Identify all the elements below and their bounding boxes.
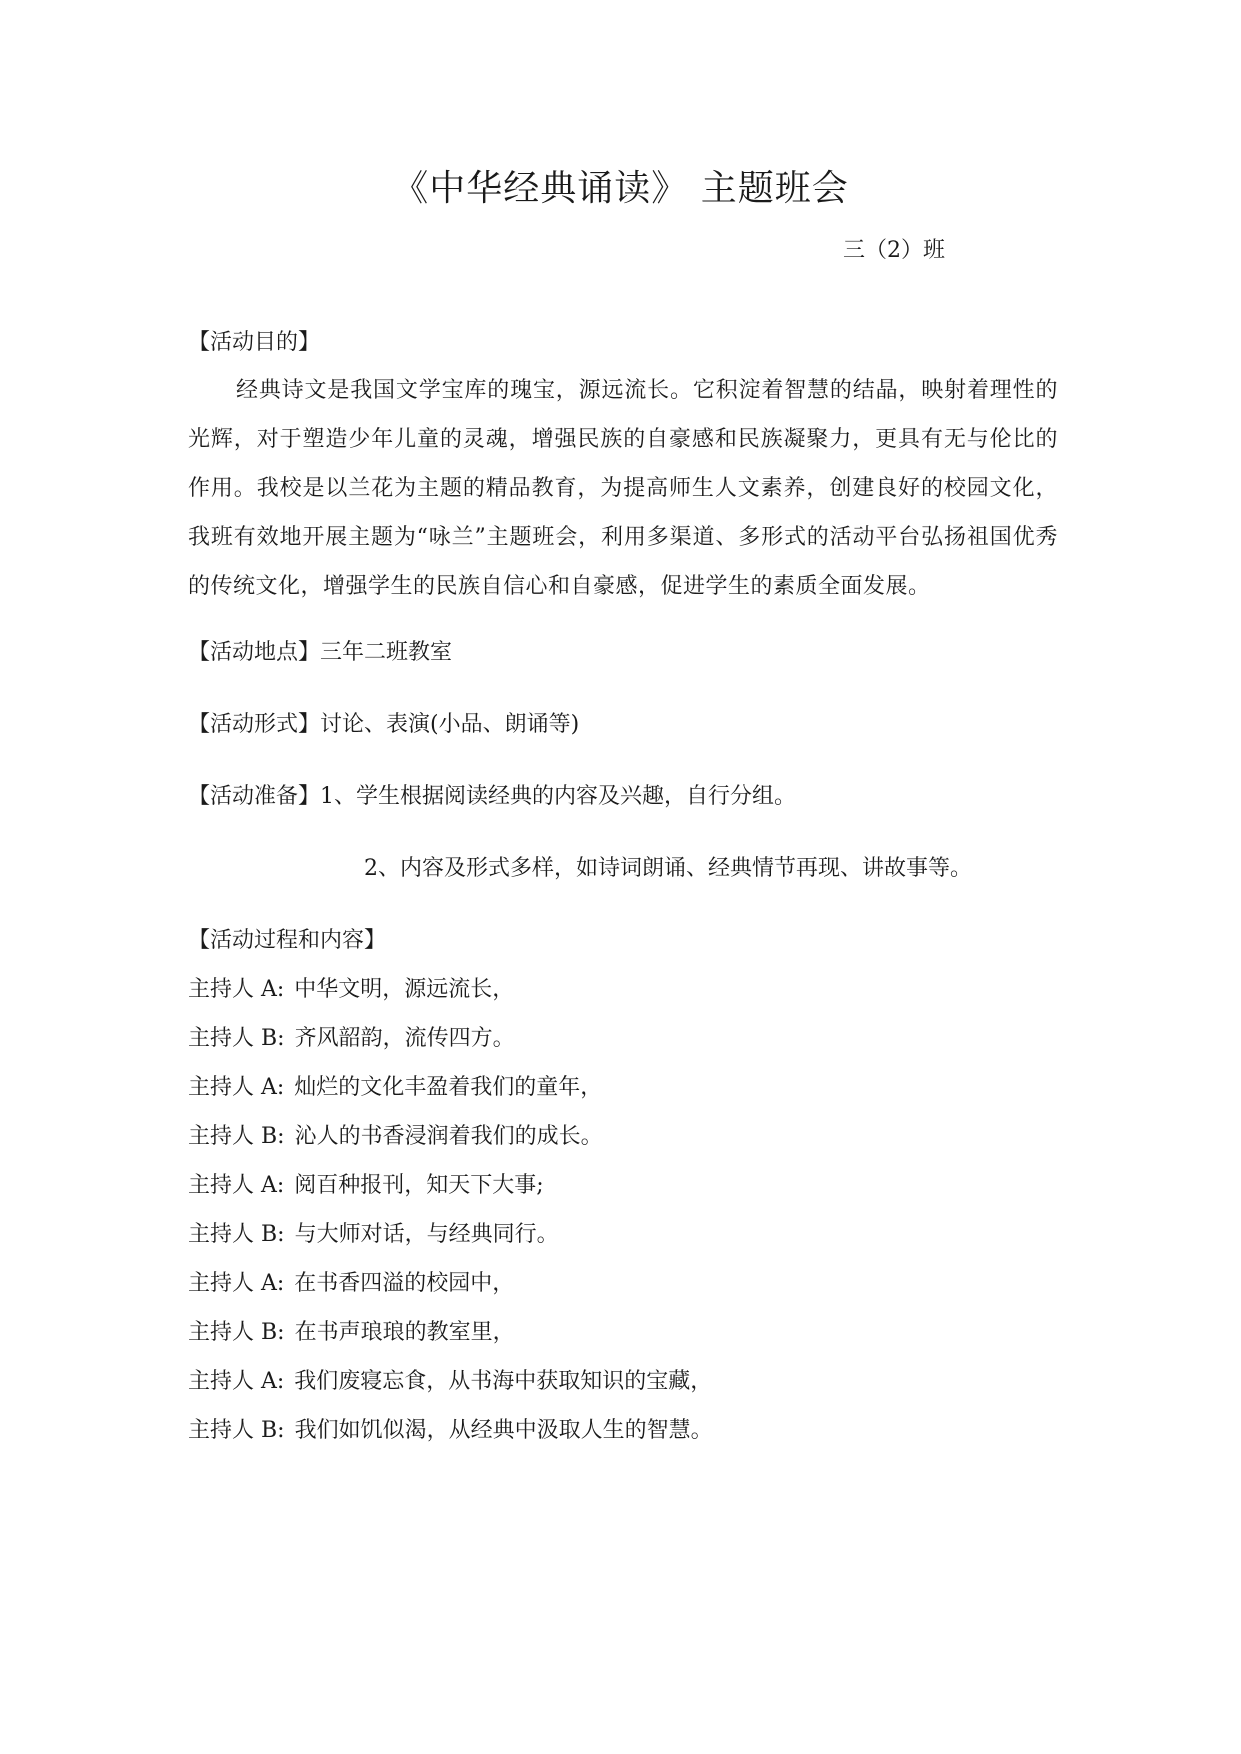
speaker-label: 主持人 B: — [188, 1026, 285, 1051]
dialogue-text: 在书香四溢的校园中， — [294, 1271, 515, 1296]
form-value: 讨论、表演(小品、朗诵等) — [320, 712, 580, 737]
dialogue-text: 在书声琅琅的教室里， — [294, 1320, 515, 1345]
dialogue-text: 中华文明，源远流长， — [294, 977, 515, 1002]
speaker-label: 主持人 A: — [188, 1369, 285, 1394]
dialogue-text: 灿烂的文化丰盈着我们的童年， — [294, 1075, 603, 1100]
speaker-label: 主持人 A: — [188, 1173, 285, 1198]
dialogue-text: 我们废寝忘食，从书海中获取知识的宝藏， — [294, 1369, 713, 1394]
class-label: 三（2）班 — [843, 238, 945, 263]
speaker-label: 主持人 A: — [188, 1271, 285, 1296]
prep-field — [188, 782, 1058, 812]
dialogue-line — [188, 1014, 1058, 1063]
dialogue-text: 齐风韶韵，流传四方。 — [294, 1026, 515, 1051]
dialogue-line — [188, 1357, 1058, 1406]
location-value: 三年二班教室 — [320, 640, 453, 665]
dialogue-line — [188, 1308, 1058, 1357]
form-field — [188, 710, 1058, 740]
location-field — [188, 638, 1058, 668]
speaker-label: 主持人 B: — [188, 1222, 285, 1247]
speaker-label: 主持人 B: — [188, 1124, 285, 1149]
process-heading: 【活动过程和内容】 — [188, 928, 387, 953]
dialogue-line — [188, 965, 1058, 1014]
speaker-label: 主持人 B: — [188, 1418, 285, 1443]
purpose-heading: 【活动目的】 — [188, 330, 321, 355]
dialogue-line — [188, 1161, 1058, 1210]
prep-label: 【活动准备】 — [188, 784, 321, 809]
document-title: 《中华经典诵读》 主题班会 — [392, 168, 849, 209]
dialogue-text: 阅百种报刊，知天下大事; — [294, 1173, 544, 1198]
dialogue-line — [188, 1259, 1058, 1308]
speaker-label: 主持人 A: — [188, 1075, 285, 1100]
prep-item-1: 1、学生根据阅读经典的内容及兴趣，自行分组。 — [320, 784, 797, 809]
location-label: 【活动地点】 — [188, 640, 321, 665]
dialogue-line — [188, 1063, 1058, 1112]
document-body — [188, 328, 1058, 1455]
form-label: 【活动形式】 — [188, 712, 321, 737]
purpose-paragraph: 经典诗文是我国文学宝库的瑰宝，源远流长。它积淀着智慧的结晶，映射着理性的光辉，对于塑造少年儿童的灵魂，增强民族的自豪感和民族凝聚力，更具有无与伦比的作用。我校是以兰花为主题的精品教育，为提高师生人文素养，创建良好的校园文化，我班有效地开展主题为“咏兰”主题班会，利用多渠道、多形式的活动平台弘扬祖国优秀的传统文化，增强学生的民族自信心和自豪感，促进学生的素质全面发展。 — [188, 378, 1058, 599]
dialogue-line — [188, 1112, 1058, 1161]
dialogue-line — [188, 1406, 1058, 1455]
dialogue-text: 沁人的书香浸润着我们的成长。 — [294, 1124, 603, 1149]
dialogue-line — [188, 1210, 1058, 1259]
speaker-label: 主持人 B: — [188, 1320, 285, 1345]
dialogue-text: 与大师对话，与经典同行。 — [294, 1222, 559, 1247]
dialogue-text: 我们如饥似渴，从经典中汲取人生的智慧。 — [294, 1418, 713, 1443]
host-dialogue-list — [188, 965, 1058, 1455]
prep-item-2: 2、内容及形式多样，如诗词朗诵、经典情节再现、讲故事等。 — [364, 856, 972, 881]
speaker-label: 主持人 A: — [188, 977, 285, 1002]
